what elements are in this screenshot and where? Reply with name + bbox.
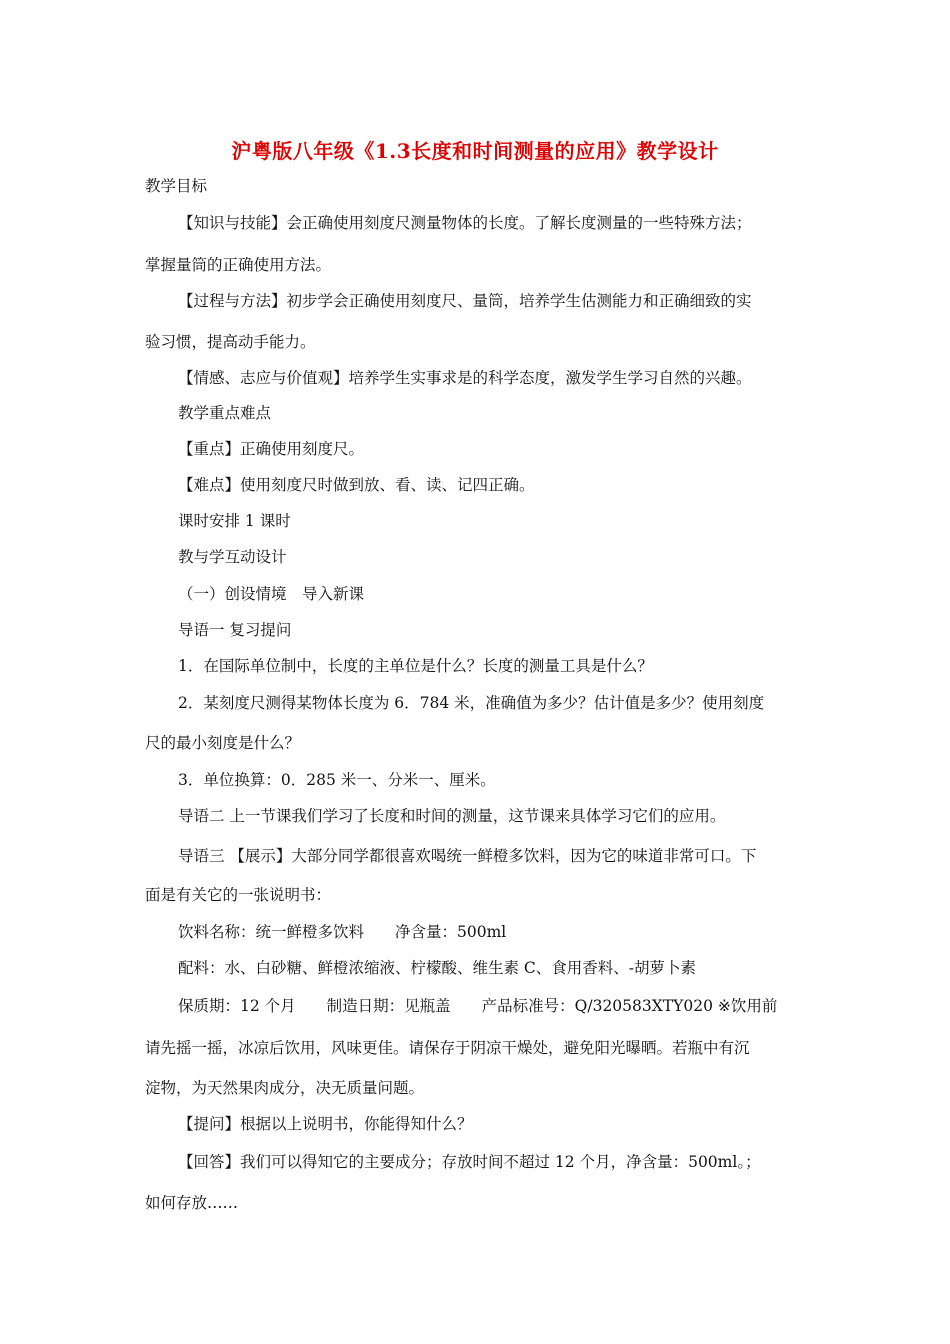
heading-teaching-objectives: 教学目标: [145, 177, 208, 195]
paragraph-line: 1．在国际单位制中，长度的主单位是什么？长度的测量工具是什么？: [178, 657, 653, 675]
heading-key-points: 教学重点难点: [178, 404, 272, 422]
paragraph-line: 请先摇一摇，冰凉后饮用，风味更佳。请保存于阴凉干燥处，避免阳光曝晒。若瓶中有沉: [145, 1039, 750, 1057]
paragraph-line: 掌握量筒的正确使用方法。: [145, 256, 332, 274]
paragraph-line: 饮料名称：统一鲜橙多饮料 净含量：500ml: [178, 923, 507, 941]
paragraph-line: 【情感、志应与价值观】培养学生实事求是的科学态度，激发学生学习自然的兴趣。: [178, 369, 752, 387]
paragraph-line: 面是有关它的一张说明书：: [145, 886, 332, 904]
paragraph-line: 淀物，为天然果肉成分，决无质量问题。: [145, 1079, 425, 1097]
paragraph-line: 2．某刻度尺测得某物体长度为 6．784 米，准确值为多少？估计值是多少？使用刻度: [178, 694, 765, 712]
paragraph-line: 验习惯，提高动手能力。: [145, 333, 316, 351]
heading-interaction-design: 教与学互动设计: [178, 548, 287, 566]
paragraph-line: 课时安排 1 课时: [178, 512, 291, 530]
paragraph-line: 保质期：12 个月 制造日期：见瓶盖 产品标准号：Q/320583XTY020 ※饮用前: [178, 997, 778, 1015]
paragraph-line: 【提问】根据以上说明书，你能得知什么？: [178, 1115, 473, 1133]
paragraph-line: 【过程与方法】初步学会正确使用刻度尺、量筒，培养学生估测能力和正确细致的实: [178, 292, 752, 310]
paragraph-line: 【回答】我们可以得知它的主要成分；存放时间不超过 12 个月，净含量：500ml。；: [178, 1153, 761, 1171]
paragraph-line: 【知识与技能】会正确使用刻度尺测量物体的长度。了解长度测量的一些特殊方法；: [178, 214, 752, 232]
paragraph-line: 配料：水、白砂糖、鲜橙浓缩液、柠檬酸、维生素 C、食用香料、-胡萝卜素: [178, 959, 697, 977]
paragraph-line: 导语二 上一节课我们学习了长度和时间的测量，这节课来具体学习它们的应用。: [178, 807, 726, 825]
paragraph-line: 【难点】使用刻度尺时做到放、看、读、记四正确。: [178, 476, 535, 494]
paragraph-line: 导语三 【展示】大部分同学都很喜欢喝统一鲜橙多饮料，因为它的味道非常可口。下: [178, 847, 757, 865]
paragraph-line: （一）创设情境 导入新课: [178, 585, 365, 603]
paragraph-line: 【重点】正确使用刻度尺。: [178, 440, 365, 458]
paragraph-line: 3．单位换算：0．285 米一、分米一、厘米。: [178, 771, 496, 789]
document-title: 沪粤版八年级《1.3长度和时间测量的应用》教学设计: [231, 139, 719, 163]
paragraph-line: 导语一 复习提问: [178, 621, 292, 639]
paragraph-line: 如何存放……: [145, 1194, 239, 1212]
paragraph-line: 尺的最小刻度是什么？: [145, 734, 301, 752]
